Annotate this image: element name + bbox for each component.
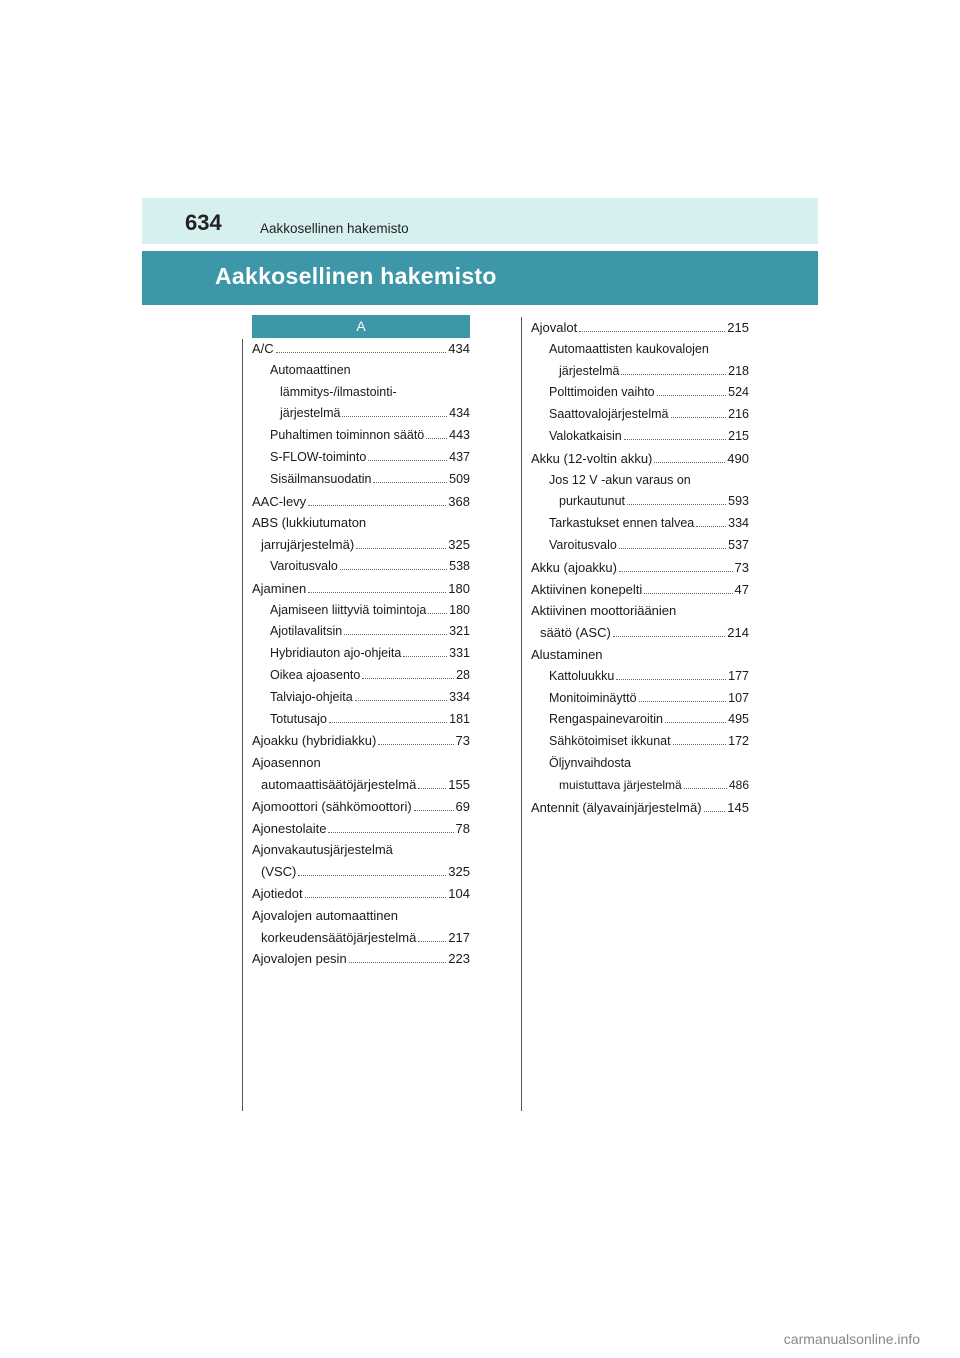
dot-leader (657, 395, 727, 396)
index-entry-term: Ajovalojen pesin (252, 951, 347, 967)
index-entry (531, 579, 749, 601)
index-entry (531, 361, 749, 383)
index-entry-term: Jos 12 V -akun varaus on (549, 472, 691, 487)
dot-leader (428, 613, 447, 614)
index-entry-page: 218 (728, 363, 749, 378)
index-entry (531, 491, 749, 513)
index-entry (252, 839, 470, 861)
index-entry-term: Ajamiseen liittyviä toimintoja (270, 602, 427, 617)
index-entry-term: Akku (12-voltin akku) (531, 450, 653, 466)
index-entry-term: Antennit (älyavainjärjestelmä) (531, 799, 702, 815)
index-entry-page: 107 (728, 690, 749, 705)
index-entry-term: säätö (ASC) (540, 625, 611, 641)
dot-leader (619, 548, 726, 549)
index-entry-term: Monitoiminäyttö (549, 690, 637, 705)
index-entry-term: Oikea ajoasento (270, 667, 361, 682)
index-entry-term: S-FLOW-toiminto (270, 449, 367, 464)
index-entry-term: purkautunut (559, 494, 626, 509)
index-entry (252, 578, 470, 600)
index-entry (531, 513, 749, 535)
index-entry-page: 368 (448, 493, 470, 509)
index-entry (252, 425, 470, 447)
index-entry (252, 730, 470, 752)
dot-leader (627, 504, 726, 505)
site-watermark: carmanualsonline.info (783, 1331, 920, 1347)
index-entry (252, 709, 470, 731)
index-entry-page: 334 (728, 516, 749, 531)
index-entry-page: 437 (449, 449, 470, 464)
index-entry (252, 491, 470, 513)
index-entry (252, 534, 470, 556)
index-entry (252, 774, 470, 796)
index-entry (252, 643, 470, 665)
index-entry-page: 214 (727, 625, 749, 641)
index-entry-page: 223 (448, 951, 470, 967)
index-entry-term: Varoitusvalo (549, 537, 617, 552)
index-entry-term: Puhaltimen toiminnon säätö (270, 428, 425, 443)
section-letter-heading: A (252, 315, 470, 338)
index-entry (252, 752, 470, 774)
index-entry-page: 593 (728, 494, 749, 509)
index-entry (252, 818, 470, 840)
dot-leader (308, 505, 446, 506)
index-entry-term: automaattisäätöjärjestelmä (261, 776, 417, 792)
index-entry-page: 181 (449, 711, 470, 726)
index-entry-page: 321 (449, 624, 470, 639)
index-entry (252, 382, 470, 404)
index-entry-page: 177 (728, 668, 749, 683)
running-title: Aakkosellinen hakemisto (260, 221, 409, 236)
index-entry (531, 470, 749, 492)
index-entry (252, 948, 470, 970)
index-entry-term: Talviajo-ohjeita (270, 689, 353, 704)
index-entry-term: Ajoakku (hybridiakku) (252, 733, 377, 749)
dot-leader (621, 374, 726, 375)
index-entry-term: Tarkastukset ennen talvea (549, 516, 695, 531)
index-entry-term: Automaattisten kaukovalojen (549, 341, 709, 356)
index-entry-page: 172 (728, 734, 749, 749)
index-entry-page: 215 (727, 320, 749, 335)
dot-leader (378, 744, 453, 745)
dot-leader (418, 941, 446, 942)
index-entry-page: 434 (449, 406, 470, 421)
page-title: Aakkosellinen hakemisto (215, 263, 497, 289)
dot-leader (344, 634, 447, 635)
index-entry-page: 509 (449, 471, 470, 486)
chapter-title-band (142, 251, 818, 305)
index-entry-page: 331 (449, 646, 470, 661)
index-entry (252, 469, 470, 491)
dot-leader (704, 811, 726, 812)
index-entry-term: järjestelmä (280, 406, 341, 421)
index-entry-term: Hybridiauton ajo-ohjeita (270, 646, 402, 661)
index-entry-term: Ajoasennon (252, 755, 321, 771)
index-entry-term: Ajonestolaite (252, 820, 327, 836)
dot-leader (616, 679, 726, 680)
index-entry-page: 145 (727, 799, 749, 815)
dot-leader (298, 875, 446, 876)
index-entry-page: 325 (448, 537, 470, 553)
index-entry-page: 486 (728, 777, 749, 792)
index-entry (252, 621, 470, 643)
dot-leader (665, 722, 726, 723)
index-entry-term: Alustaminen (531, 646, 603, 662)
dot-leader (340, 569, 447, 570)
index-entry-term: Ajotilavalitsin (270, 624, 343, 639)
index-entry (252, 600, 470, 622)
index-entry-page: 495 (728, 712, 749, 727)
index-entry (531, 339, 749, 361)
index-entry-term: Rengaspainevaroitin (549, 712, 663, 727)
index-entry-page: 69 (455, 798, 470, 814)
index-entry (531, 404, 749, 426)
index-entry-page: 434 (448, 341, 470, 356)
index-entry (531, 535, 749, 557)
index-column-left (252, 338, 470, 970)
index-entry (531, 600, 749, 622)
index-entry-term: Ajonvakautusjärjestelmä (252, 842, 393, 858)
index-entry-term: Automaattinen (270, 362, 351, 377)
index-entry-page: 28 (456, 667, 470, 682)
index-entry-page: 215 (728, 428, 749, 443)
index-entry-page: 104 (448, 885, 470, 901)
index-entry (531, 382, 749, 404)
index-entry-page: 78 (455, 820, 470, 836)
index-entry (252, 447, 470, 469)
dot-leader (418, 788, 446, 789)
index-entry-term: lämmitys-/ilmastointi- (280, 384, 397, 399)
index-entry-page: 443 (449, 428, 470, 443)
index-entry (531, 557, 749, 579)
index-column-right (531, 317, 749, 818)
index-entry-term: jarrujärjestelmä) (261, 537, 355, 553)
dot-leader (426, 438, 447, 439)
index-entry-term: Ajotiedot (252, 885, 303, 901)
index-entry-term: Akku (ajoakku) (531, 559, 617, 575)
index-entry-term: Ajovalot (531, 320, 578, 335)
index-entry (252, 861, 470, 883)
dot-leader (305, 897, 447, 898)
index-entry (531, 622, 749, 644)
index-entry-page: 217 (448, 929, 470, 945)
dot-leader (342, 416, 447, 417)
index-entry (531, 666, 749, 688)
index-entry-page: 47 (734, 581, 749, 597)
dot-leader (276, 352, 447, 353)
index-entry-term: Polttimoiden vaihto (549, 385, 655, 400)
index-entry (531, 753, 749, 775)
index-entry-page: 524 (728, 385, 749, 400)
index-entry-term: muistuttava järjestelmä (559, 777, 682, 792)
index-entry (531, 448, 749, 470)
dot-leader (355, 700, 447, 701)
index-entry-term: Saattovalojärjestelmä (549, 407, 669, 422)
dot-leader (403, 656, 447, 657)
dot-leader (356, 548, 446, 549)
dot-leader (684, 788, 727, 789)
index-entry (252, 665, 470, 687)
index-entry (252, 403, 470, 425)
dot-leader (619, 571, 733, 572)
index-entry-term: Ajaminen (252, 580, 307, 596)
index-entry (531, 426, 749, 448)
index-entry-page: 490 (727, 450, 749, 466)
index-entry-page: 334 (449, 689, 470, 704)
index-entry-term: A/C (252, 341, 274, 356)
dot-leader (639, 701, 727, 702)
dot-leader (328, 832, 453, 833)
index-entry-term: ABS (lukkiutumaton (252, 515, 367, 531)
index-entry-page: 537 (728, 537, 749, 552)
index-entry-term: Totutusajo (270, 711, 327, 726)
right-column-rule (521, 317, 522, 1111)
left-column-rule (242, 339, 243, 1111)
dot-leader (368, 460, 447, 461)
index-entry-page: 325 (448, 864, 470, 880)
dot-leader (362, 678, 454, 679)
index-entry (531, 731, 749, 753)
index-entry (252, 905, 470, 927)
index-entry-term: järjestelmä (559, 363, 620, 378)
index-entry (252, 883, 470, 905)
index-entry (252, 927, 470, 949)
index-entry-term: Valokatkaisin (549, 428, 622, 443)
dot-leader (308, 592, 446, 593)
index-entry-page: 155 (448, 776, 470, 792)
index-entry (531, 644, 749, 666)
index-entry (252, 796, 470, 818)
dot-leader (671, 417, 727, 418)
dot-leader (579, 331, 725, 332)
dot-leader (613, 636, 725, 637)
index-entry-term: Aktiivinen konepelti (531, 581, 643, 597)
index-entry (531, 317, 749, 339)
index-entry-term: Varoitusvalo (270, 558, 338, 573)
index-entry-term: Sisäilmansuodatin (270, 471, 372, 486)
running-header (142, 198, 818, 244)
dot-leader (329, 722, 447, 723)
index-entry-term: (VSC) (261, 864, 297, 880)
index-entry-page: 73 (455, 733, 470, 749)
index-entry-page: 180 (449, 602, 470, 617)
index-entry (252, 556, 470, 578)
index-entry-term: Aktiivinen moottoriäänien (531, 603, 677, 619)
dot-leader (373, 482, 447, 483)
dot-leader (414, 810, 454, 811)
index-entry (531, 775, 749, 797)
index-entry-page: 73 (734, 559, 749, 575)
index-entry (252, 360, 470, 382)
index-entry (252, 687, 470, 709)
dot-leader (624, 439, 726, 440)
dot-leader (644, 593, 732, 594)
page-number: 634 (185, 210, 222, 235)
index-entry (252, 512, 470, 534)
index-entry-page: 180 (448, 580, 470, 596)
index-entry-term: Öljynvaihdosta (549, 755, 631, 770)
index-entry-page: 216 (728, 407, 749, 422)
index-entry (252, 338, 470, 360)
index-entry-term: Ajovalojen automaattinen (252, 907, 398, 923)
index-entry-term: Sähkötoimiset ikkunat (549, 734, 671, 749)
index-entry-term: korkeudensäätöjärjestelmä (261, 929, 417, 945)
dot-leader (654, 462, 725, 463)
dot-leader (696, 526, 726, 527)
index-entry (531, 709, 749, 731)
index-entry-page: 538 (449, 558, 470, 573)
index-entry-term: Kattoluukku (549, 668, 615, 683)
index-entry-term: Ajomoottori (sähkömoottori) (252, 798, 412, 814)
dot-leader (673, 744, 727, 745)
index-entry-term: AAC-levy (252, 493, 307, 509)
index-entry (531, 797, 749, 819)
index-entry (531, 688, 749, 710)
dot-leader (349, 962, 447, 963)
